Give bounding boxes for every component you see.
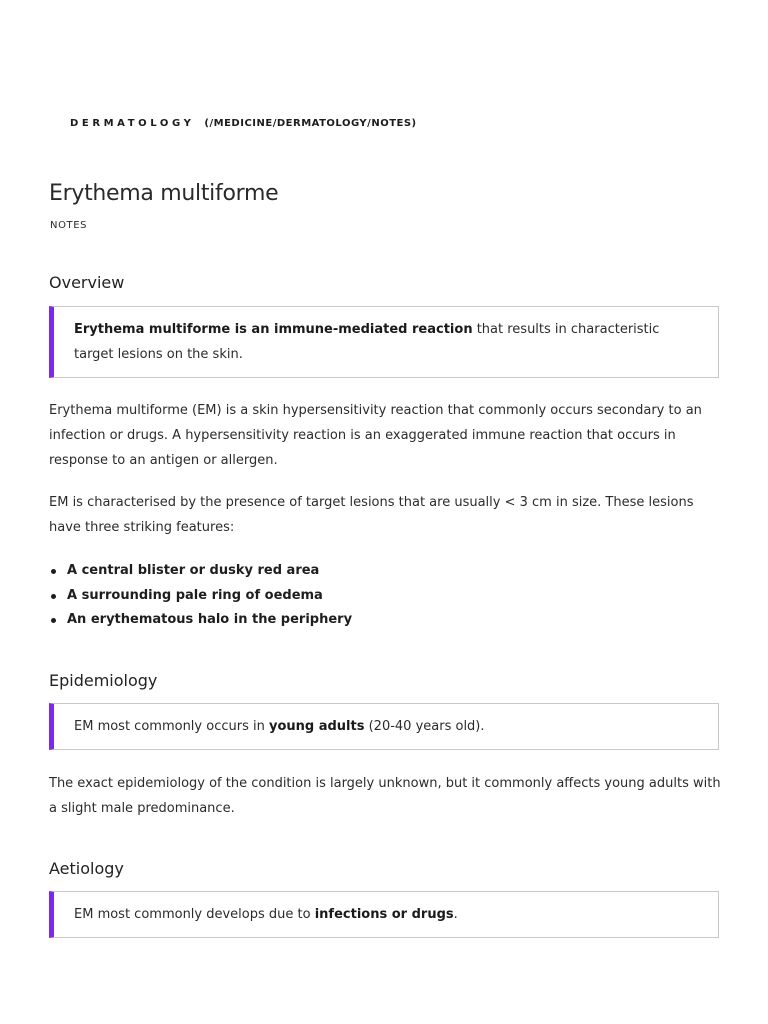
aetiology-callout [49, 891, 719, 938]
aetiology-callout-text-pre: EM most commonly develops due to [74, 907, 315, 922]
breadcrumb-category-link[interactable]: DERMATOLOGY [70, 118, 195, 129]
section-heading-epidemiology: Epidemiology [49, 671, 158, 690]
section-heading-aetiology: Aetiology [49, 859, 124, 878]
aetiology-callout-bold: infections or drugs [314, 907, 454, 922]
overview-callout-bold: Erythema multiforme is an immune-mediated reaction [74, 322, 473, 337]
list-item: An erythematous halo in the periphery [49, 608, 352, 633]
section-heading-overview: Overview [49, 273, 125, 292]
list-item: A central blister or dusky red area [49, 559, 352, 584]
epidemiology-callout-text-pre: EM most commonly occurs in [74, 719, 269, 734]
epidemiology-callout-text-post: (20-40 years old). [364, 719, 485, 734]
overview-paragraph-1: Erythema multiforme (EM) is a skin hypersensitivity reaction that commonly occurs secondary to an infection or drugs. A hypersensitivity reaction is an exaggerated immune reaction that occurs in response to an antigen or allergen. [49, 403, 702, 468]
overview-callout [49, 306, 719, 378]
breadcrumb-path-link[interactable]: (/MEDICINE/DERMATOLOGY/NOTES) [204, 118, 417, 129]
aetiology-callout-text-post: . [453, 907, 458, 922]
list-item: A surrounding pale ring of oedema [49, 584, 352, 609]
epidemiology-paragraph: The exact epidemiology of the condition is largely unknown, but it commonly affects young adults with a slight male predominance. [49, 776, 721, 816]
overview-paragraph-2: EM is characterised by the presence of target lesions that are usually < 3 cm in size. These lesions have three striking features: [49, 495, 694, 535]
features-list [49, 559, 352, 633]
epidemiology-callout [49, 703, 719, 750]
breadcrumb [70, 117, 417, 131]
page-title: Erythema multiforme [49, 181, 279, 206]
epidemiology-callout-bold: young adults [268, 719, 365, 734]
page-subtitle: NOTES [50, 220, 88, 231]
overview-callout-text: that results in characteristic target lesions on the skin. [74, 322, 660, 362]
